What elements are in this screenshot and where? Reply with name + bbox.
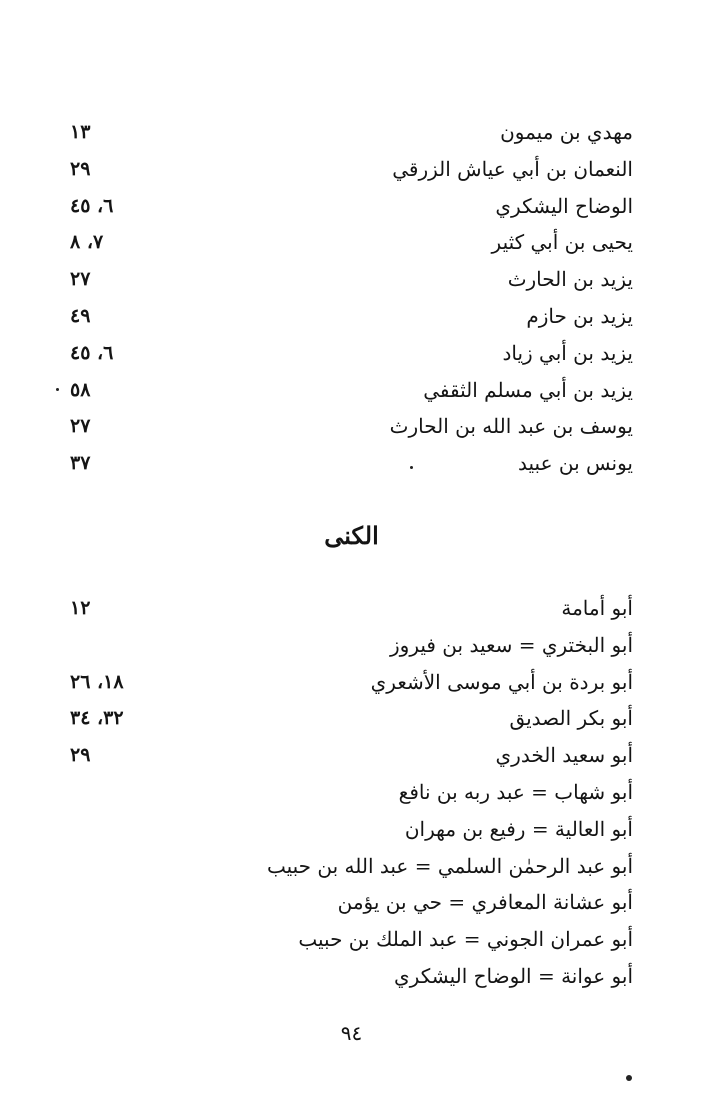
entry-page-refs: ٣٢، ٣٤ [70,707,124,730]
index-entry [70,737,633,774]
index-entry [70,188,633,225]
entry-name: أبو أمامة [561,596,633,620]
kunya-index-list [70,590,633,995]
entry-name: يونس بن عبيد [518,451,633,476]
index-entry [70,884,633,921]
entry-page-refs: ١٢ [70,597,91,619]
entry-name: أبو العالية = رفيع بن مهران [404,816,633,841]
index-entry [70,958,633,995]
entry-name: النعمان بن أبي عياش الزرقي [392,156,633,181]
index-entry [70,811,633,848]
entry-name: أبو عبد الرحمٰن السلمي = عبد الله بن حبيب [266,853,633,878]
entry-name: يزيد بن حازم [526,303,633,328]
index-entry [70,921,633,958]
entry-name: الوضاح اليشكري [495,193,633,218]
scan-speck [410,466,413,469]
index-entry [70,664,633,701]
index-entry [70,151,633,188]
entry-page-refs: ٥٨ [70,378,91,401]
page-number: ٩٤ [340,1021,363,1045]
entry-name: يحيى بن أبي كثير [491,230,633,255]
names-index-list [70,114,633,482]
entry-name: أبو شهاب = عبد ربه بن نافع [398,779,633,804]
entry-page-refs: ٦، ٤٥ [70,341,114,364]
entry-name: أبو بكر الصديق [509,706,633,731]
entry-name: يزيد بن الحارث [507,267,633,292]
scan-speck [626,1075,632,1081]
index-entry [70,590,633,627]
entry-page-refs: ١٣ [70,121,91,143]
index-entry [70,372,633,409]
entry-name: أبو البختري = سعيد بن فيروز [390,632,633,657]
entry-page-refs: ٧، ٨ [70,231,104,254]
entry-page-refs: ٢٩ [70,744,91,767]
index-entry [70,848,633,885]
entry-page-refs: ٦، ٤٥ [70,194,114,217]
index-entry [70,298,633,335]
entry-name: يزيد بن أبي مسلم الثقفي [423,377,633,402]
entry-page-refs: ٣٧ [70,452,91,475]
index-entry [70,445,633,482]
entry-page-refs: ١٨، ٢٦ [70,670,124,693]
index-entry [70,627,633,664]
entry-page-refs: ٢٩ [70,157,91,180]
entry-name: أبو عشانة المعافري = حي بن يؤمن [337,890,633,915]
entry-page-refs: ٤٩ [70,304,91,327]
entry-page-refs: ٢٧ [70,415,91,438]
scan-speck [56,388,59,391]
index-entry [70,774,633,811]
entry-name: أبو بردة بن أبي موسى الأشعري [370,669,633,694]
entry-name: يوسف بن عبد الله بن الحارث [389,414,633,439]
entry-name: مهدي بن ميمون [500,120,633,144]
index-entry [70,224,633,261]
index-entry [70,700,633,737]
index-entry [70,335,633,372]
section-heading: الكنى [324,521,379,550]
entry-name: أبو عوانة = الوضاح اليشكري [394,963,633,988]
entry-page-refs: ٢٧ [70,268,91,291]
index-entry [70,114,633,151]
entry-name: يزيد بن أبي زياد [502,340,633,365]
entry-name: أبو عمران الجوني = عبد الملك بن حبيب [298,927,633,952]
index-entry [70,261,633,298]
entry-name: أبو سعيد الخدري [495,743,633,768]
index-entry [70,408,633,445]
